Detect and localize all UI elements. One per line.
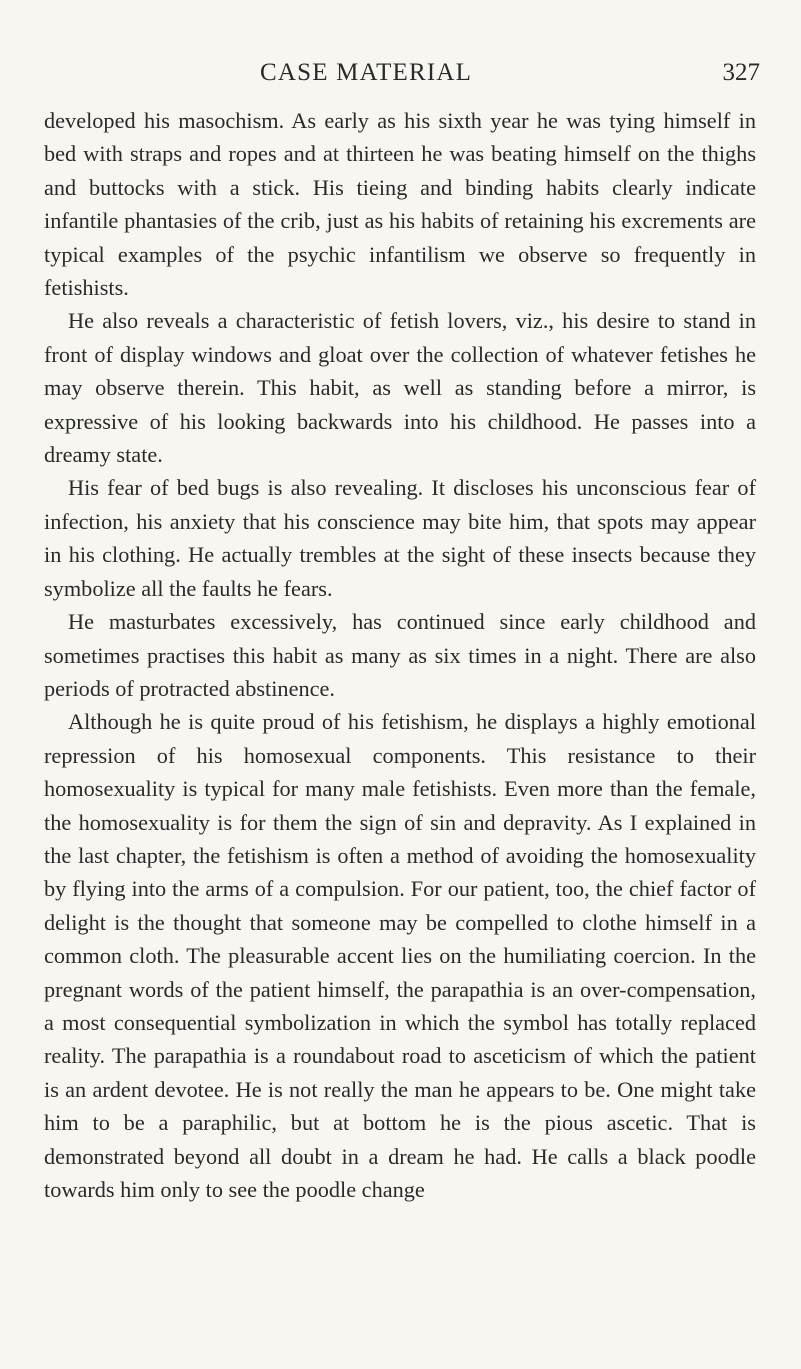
paragraph-display-windows: He also reveals a characteristic of fetish lovers, viz., his desire to stand in front of display windows and gloat over the collection of whatever fetishes he may observe therein. This habit, as well as standing before a mirror, is expressive of his looking backwards into his childhood. He passes into a dreamy state. xyxy=(44,308,756,468)
paragraph-masturbation: He masturbates excessively, has continued since early childhood and sometimes practises this habit as many as six times in a night. There are also periods of protracted abstinence. xyxy=(44,609,756,701)
paragraph-homosexual-repression: Although he is quite proud of his fetishism, he displays a highly emotional repression of his homosexual components. This resistance to their homosexuality is typical for many male fetishists. Even more than the female, the homosexuality is for them the sign of sin and depravity. As I explained in the last chapter, the fetishism is often a method of avoiding the homosexuality by flying into the arms of a compulsion. For our patient, too, the chief factor of delight is the thought that someone may be compelled to clothe himself in a common cloth. The pleasurable accent lies on the humiliating coercion. In the pregnant words of the patient himself, the parapathia is an over-compensation, a most consequential symbolization in which the symbol has totally replaced reality. The parapathia is a roundabout road to asceticism of which the patient is an ardent devotee. He is not really the man he appears to be. One might take him to be a paraphilic, but at bottom he is the pious ascetic. That is demonstrated beyond all doubt in a dream he had. He calls a black poodle towards him only to see the poodle change xyxy=(44,709,756,1202)
paragraph-bed-bugs: His fear of bed bugs is also revealing. It discloses his unconscious fear of infection, his anxiety that his conscience may bite him, that spots may appear in his clothing. He actually trembles at the sight of these insects because they symbolize all the faults he fears. xyxy=(44,475,756,601)
running-head xyxy=(260,56,760,90)
page-number: 327 xyxy=(722,59,760,86)
running-title: CASE MATERIAL xyxy=(260,59,473,86)
paragraph-continued: developed his masochism. As early as his sixth year he was tying himself in bed with straps and ropes and at thirteen he was beating himself on the thighs and buttocks with a stick. His tieing and binding habits clearly indicate infantile phantasies of the crib, just as his habits of retaining his excrements are typical examples of the psychic infantilism we observe so frequently in fetishists. xyxy=(44,108,756,301)
body-text xyxy=(44,104,756,1206)
